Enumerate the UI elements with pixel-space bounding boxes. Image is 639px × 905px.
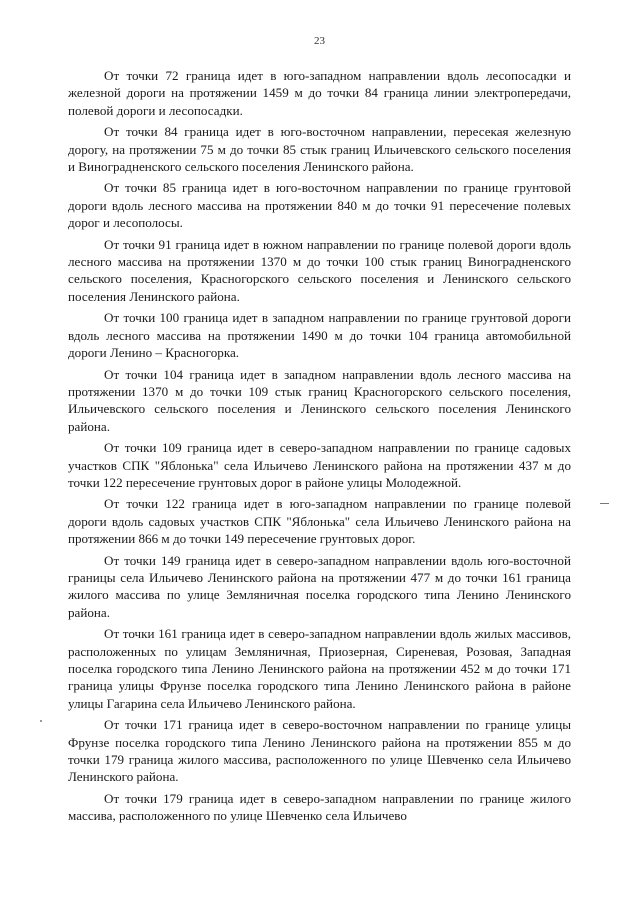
paragraph-point-122: От точки 122 граница идет в юго-западном направлении по границе полевой дороги вдоль садовых участков СПК "Яблонька" села Ильичево Ленинского района на протяжении 866 м до точки 149 пересечение грунтовых дорог.: [68, 496, 571, 547]
paragraph-point-179: От точки 179 граница идет в северо-западном направлении по границе жилого массива, расположенного по улице Шевченко села Ильичево: [68, 790, 571, 824]
scan-mark: [600, 503, 609, 504]
paragraph-point-104: От точки 104 граница идет в западном направлении вдоль лесного массива на протяжении 1370 м до точки 109 стык границ Красногорского сельского поселения, Ильичевского сельского поселения и Ленинского сельского поселения Ленинского района.: [68, 366, 571, 434]
paragraph-point-91: От точки 91 граница идет в южном направлении по границе полевой дороги вдоль лесного массива на протяжении 1370 м до точки 100 стык границ Виноградненского сельского поселения, Красногорского сельского поселения и Ленинского сельского поселения Ленинского района.: [68, 236, 571, 304]
paragraph-point-85: От точки 85 граница идет в юго-восточном направлении по границе грунтовой дороги вдоль лесного массива на протяжении 840 м до точки 91 пересечение полевых дорог и лесополосы.: [68, 180, 571, 231]
paragraph-point-149: От точки 149 граница идет в северо-западном направлении вдоль юго-восточной границы села Ильичево Ленинского района на протяжении 477 м до точки 161 граница жилого массива по улице Земляничная поселка городского типа Ленино Ленинского района.: [68, 552, 571, 620]
document-body: [68, 67, 571, 825]
paragraph-point-161: От точки 161 граница идет в северо-западном направлении вдоль жилых массивов, расположенных по улицам Земляничная, Приозерная, Сиреневая, Розовая, Западная поселка городского типа Ленино Ленинского района на протяжении 452 м до точки 171 граница улицы Фрунзе поселка городского типа Ленино Ленинского района в районе улицы Гагарина села Ильичево Ленинского района.: [68, 626, 571, 711]
paragraph-point-100: От точки 100 граница идет в западном направлении по границе грунтовой дороги вдоль лесного массива на протяжении 1490 м до точки 104 граница автомобильной дороги Ленино – Красногорка.: [68, 310, 571, 361]
page-number: 23: [314, 35, 325, 47]
scan-mark: [40, 720, 42, 722]
paragraph-point-84: От точки 84 граница идет в юго-восточном направлении, пересекая железную дорогу, на протяжении 75 м до точки 85 стык границ Ильичевского сельского поселения и Виноградненского сельского поселения Ленинского района.: [68, 124, 571, 175]
paragraph-point-171: От точки 171 граница идет в северо-восточном направлении по границе улицы Фрунзе поселка городского типа Ленино Ленинского района на протяжении 855 м до точки 179 граница жилого массива, расположенного по улице Шевченко села Ильичево Ленинского района.: [68, 717, 571, 785]
paragraph-point-72: От точки 72 граница идет в юго-западном направлении вдоль лесопосадки и железной дороги на протяжении 1459 м до точки 84 граница линии электропередачи, полевой дороги и лесопосадки.: [68, 68, 571, 118]
paragraph-point-109: От точки 109 граница идет в северо-западном направлении по границе садовых участков СПК "Яблонька" села Ильичево Ленинского района на протяжении 437 м до точки 122 пересечение грунтовых дорог в районе улицы Молодежной.: [68, 440, 571, 490]
